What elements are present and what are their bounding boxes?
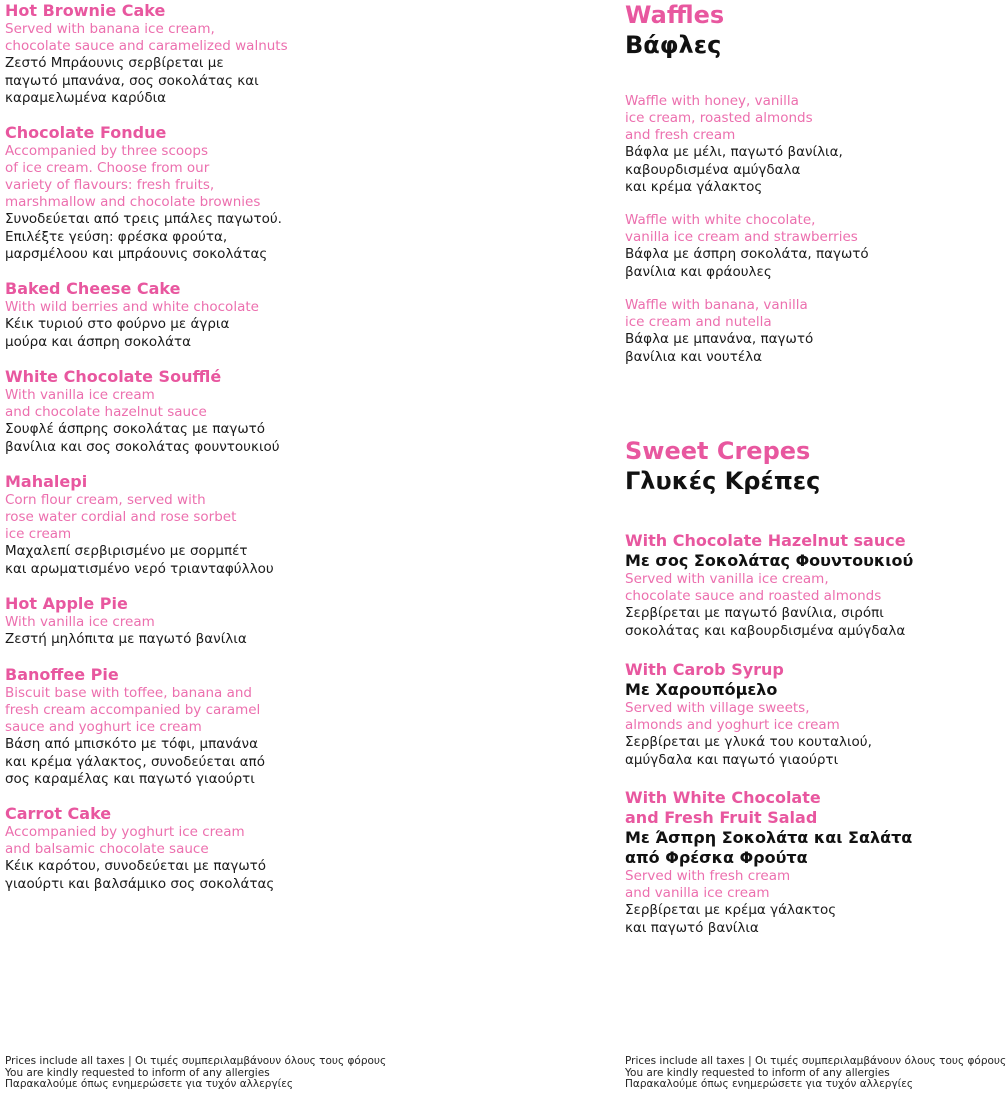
item-desc-gr: Βάφλα με μπανάνα, παγωτό <box>625 331 814 347</box>
item-desc-en: Waffle with honey, vanilla <box>625 93 799 109</box>
item-desc-gr: Ζεστή μηλόπιτα με παγωτό βανίλια <box>5 631 247 647</box>
item-desc-gr: και αρωματισμένο νερό τριανταφύλλου <box>5 560 274 577</box>
menu-item-waffle-white-chocolate <box>625 212 869 281</box>
menu-item-hot-brownie-cake <box>5 1 288 108</box>
footer-allergy-note-gr: Παρακαλούμε όπως ενημερώσετε για τυχόν αλλεργίες <box>625 1078 914 1090</box>
item-desc-en: ice cream <box>5 526 72 542</box>
footer-allergy-note-en: You are kindly requested to inform of any allergies <box>625 1066 890 1079</box>
menu-item-waffle-honey <box>625 93 843 197</box>
item-desc-gr: Βάφλα με μέλι, παγωτό βανίλια, <box>625 144 843 160</box>
section-title-gr: Γλυκές Κρέπες <box>625 467 821 495</box>
item-desc-gr: Κέικ καρότου, συνοδεύεται με παγωτό <box>5 858 267 874</box>
item-desc-en: ice cream, roasted almonds <box>625 110 813 126</box>
item-title-en: and Fresh Fruit Salad <box>625 808 818 827</box>
item-desc-en: Served with vanilla ice cream, <box>625 571 829 587</box>
menu-item-white-chocolate-souffle <box>5 367 280 456</box>
item-desc-en: vanilla ice cream and strawberries <box>625 229 858 245</box>
menu-item-waffle-banana <box>625 297 813 366</box>
item-desc-gr: και παγωτό βανίλια <box>625 919 759 936</box>
item-desc-gr: σοκολάτας και καβουρδισμένα αμύγδαλα <box>625 622 906 639</box>
footer-taxes-note: Prices include all taxes | Οι τιμές συμπεριλαμβάνουν όλους τους φόρους <box>5 1055 387 1067</box>
item-desc-gr: και κρέμα γάλακτος <box>625 179 763 195</box>
item-desc-en: chocolate sauce and caramelized walnuts <box>5 38 288 54</box>
item-desc-en: and vanilla ice cream <box>625 885 770 901</box>
section-title-en: Waffles <box>625 1 725 29</box>
item-desc-en: Accompanied by yoghurt ice cream <box>5 824 245 840</box>
item-desc-gr: καβουρδισμένα αμύγδαλα <box>625 161 801 178</box>
item-desc-gr: γιαούρτι και βαλσάμικο σος σοκολάτας <box>5 875 275 892</box>
item-desc-en: fresh cream accompanied by caramel <box>5 702 261 718</box>
item-desc-gr: καραμελωμένα καρύδια <box>5 90 167 106</box>
item-desc-en: Waffle with white chocolate, <box>625 212 816 228</box>
footer-allergy-note-gr: Παρακαλούμε όπως ενημερώσετε για τυχόν αλλεργίες <box>5 1078 294 1090</box>
footer-taxes-note: Prices include all taxes | Οι τιμές συμπεριλαμβάνουν όλους τους φόρους <box>625 1055 1006 1067</box>
item-title-en: With Chocolate Hazelnut sauce <box>625 531 906 550</box>
waffles-section-heading <box>625 0 724 60</box>
item-desc-gr: Σουφλέ άσπρης σοκολάτας με παγωτό <box>5 421 266 437</box>
item-title-en: With White Chocolate <box>625 788 821 807</box>
menu-item-carrot-cake <box>5 804 274 893</box>
item-desc-gr: αμύγδαλα και παγωτό γιαούρτι <box>625 751 839 768</box>
item-desc-en: Biscuit base with toffee, banana and <box>5 685 253 701</box>
menu-item-crepe-white-chocolate <box>625 788 912 937</box>
item-desc-gr: Συνοδεύεται από τρεις μπάλες παγωτού. <box>5 211 282 227</box>
item-desc-gr: Επιλέξτε γεύση: φρέσκα φρούτα, <box>5 228 228 245</box>
item-title: Carrot Cake <box>5 804 112 823</box>
footer-left <box>5 1056 386 1091</box>
item-desc-en: Corn flour cream, served with <box>5 492 206 508</box>
menu-item-crepe-carob-syrup <box>625 660 872 769</box>
item-desc-en: With vanilla ice cream <box>5 614 155 630</box>
item-desc-en: With vanilla ice cream <box>5 387 155 403</box>
item-desc-en: and chocolate hazelnut sauce <box>5 404 207 420</box>
menu-item-baked-cheese-cake <box>5 279 259 351</box>
item-title: Banoffee Pie <box>5 665 119 684</box>
footer-right <box>625 1056 1006 1091</box>
item-desc-en: Served with fresh cream <box>625 868 791 884</box>
item-desc-en: marshmallow and chocolate brownies <box>5 194 261 210</box>
item-desc-en: sauce and yoghurt ice cream <box>5 719 202 735</box>
item-desc-en: Served with banana ice cream, <box>5 21 215 37</box>
menu-item-crepe-chocolate-hazelnut <box>625 531 913 640</box>
item-title-gr: Με Χαρουπόμελο <box>625 680 778 699</box>
item-desc-en: Accompanied by three scoops <box>5 143 209 159</box>
item-desc-en: With wild berries and white chocolate <box>5 299 259 315</box>
menu-item-chocolate-fondue <box>5 123 282 264</box>
item-desc-en: Served with village sweets, <box>625 700 810 716</box>
item-desc-gr: Σερβίρεται με κρέμα γάλακτος <box>625 902 837 918</box>
item-title: Hot Apple Pie <box>5 594 128 613</box>
item-desc-en: almonds and yoghurt ice cream <box>625 717 840 733</box>
item-desc-en: Waffle with banana, vanilla <box>625 297 808 313</box>
item-title-en: With Carob Syrup <box>625 660 784 679</box>
item-title: White Chocolate Soufflé <box>5 367 222 386</box>
item-title: Baked Cheese Cake <box>5 279 181 298</box>
item-desc-gr: Σερβίρεται με γλυκά του κουταλιού, <box>625 734 872 750</box>
item-desc-en: of ice cream. Choose from our <box>5 160 210 176</box>
item-desc-gr: Κέικ τυριού στο φούρνο με άγρια <box>5 316 230 332</box>
item-title: Hot Brownie Cake <box>5 1 166 20</box>
item-desc-gr: Βάση από μπισκότο με τόφι, μπανάνα <box>5 736 258 752</box>
item-desc-gr: βανίλια και νουτέλα <box>625 348 763 365</box>
item-desc-gr: Μαχαλεπί σερβιρισμένο με σορμπέτ <box>5 543 248 559</box>
item-desc-gr: Ζεστό Μπράουνις σερβίρεται με <box>5 55 224 71</box>
item-desc-gr: Βάφλα με άσπρη σοκολάτα, παγωτό <box>625 246 869 262</box>
item-desc-en: ice cream and nutella <box>625 314 772 330</box>
menu-item-hot-apple-pie <box>5 594 247 649</box>
item-desc-gr: σος καραμέλας και παγωτό γιαούρτι <box>5 771 255 787</box>
item-title-gr: από Φρέσκα Φρούτα <box>625 848 808 867</box>
footer-allergy-note-en: You are kindly requested to inform of any allergies <box>5 1066 270 1079</box>
item-desc-gr: μαρσμέλοου και μπράουνις σοκολάτας <box>5 246 268 262</box>
item-desc-gr: βανίλια και φράουλες <box>625 263 772 280</box>
menu-item-banoffee-pie <box>5 665 265 789</box>
item-desc-en: variety of flavours: fresh fruits, <box>5 177 215 193</box>
item-desc-gr: Σερβίρεται με παγωτό βανίλια, σιρόπι <box>625 605 884 621</box>
section-title-gr: Βάφλες <box>625 31 722 59</box>
section-title-en: Sweet Crepes <box>625 437 811 465</box>
item-desc-en: and fresh cream <box>625 127 736 143</box>
item-desc-en: rose water cordial and rose sorbet <box>5 509 237 525</box>
item-desc-gr: μούρα και άσπρη σοκολάτα <box>5 333 192 350</box>
item-desc-en: chocolate sauce and roasted almonds <box>625 588 882 604</box>
item-title-gr: Με σος Σοκολάτας Φουντουκιού <box>625 551 914 570</box>
item-title: Mahalepi <box>5 472 88 491</box>
item-title: Chocolate Fondue <box>5 123 167 142</box>
item-desc-en: and balsamic chocolate sauce <box>5 841 209 857</box>
item-desc-gr: και κρέμα γάλακτος, συνοδεύεται από <box>5 753 265 770</box>
crepes-section-heading <box>625 436 820 496</box>
item-desc-gr: παγωτό μπανάνα, σος σοκολάτας και <box>5 72 259 89</box>
menu-item-mahalepi <box>5 472 274 578</box>
item-title-gr: Με Άσπρη Σοκολάτα και Σαλάτα <box>625 828 913 847</box>
item-desc-gr: βανίλια και σος σοκολάτας φουντουκιού <box>5 438 280 455</box>
